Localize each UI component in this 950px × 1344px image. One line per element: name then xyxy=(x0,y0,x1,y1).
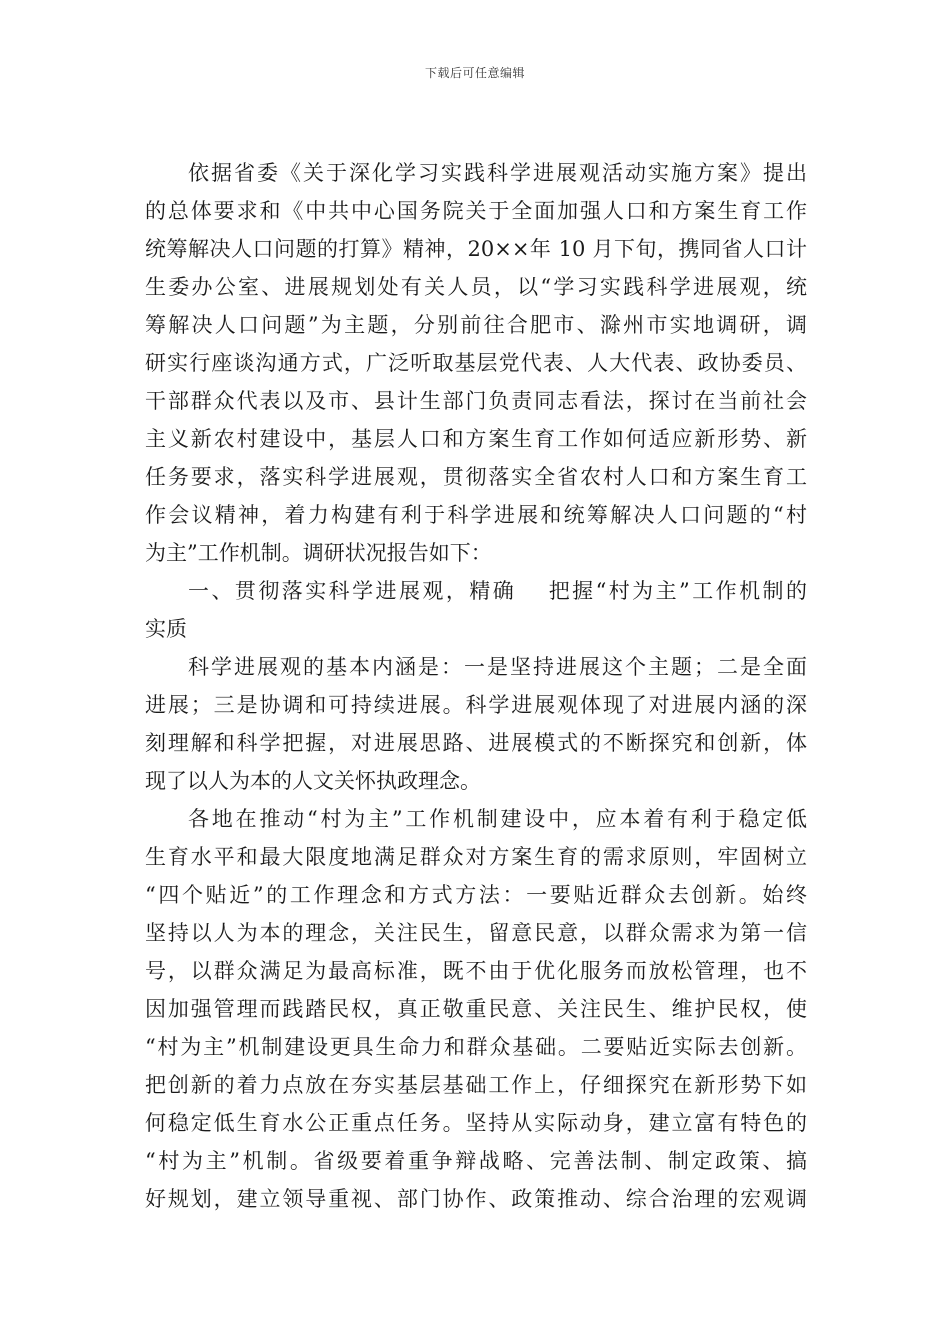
text-line: 好规划，建立领导重视、部门协作、政策推动、综合治理的宏观调 xyxy=(145,1187,807,1211)
text-line: 刻理解和科学把握，对进展思路、进展模式的不断探究和创新，体 xyxy=(145,731,807,755)
text-line: 任务要求，落实科学进展观，贯彻落实全省农村人口和方案生育工 xyxy=(145,465,807,489)
text-line: 号，以群众满足为最高标准，既不由于优化服务而放松管理，也不 xyxy=(145,959,807,983)
text-line: 各地在推动“村为主”工作机制建设中，应本着有利于稳定低 xyxy=(188,807,807,831)
text-line: 统筹解决人口问题的打算》精神，20××年 10 月下旬，携同省人口计 xyxy=(145,237,807,261)
text-line: 干部群众代表以及市、县计生部门负责同志看法，探讨在当前社会 xyxy=(145,389,807,413)
text-line: 实质 xyxy=(145,617,187,641)
document-body xyxy=(145,154,807,1218)
text-line: 把创新的着力点放在夯实基层基础工作上，仔细探究在新形势下如 xyxy=(145,1073,807,1097)
text-line: 生委办公室、进展规划处有关人员，以“学习实践科学进展观，统 xyxy=(145,275,807,299)
text-line: 坚持以人为本的理念，关注民生，留意民意，以群众需求为第一信 xyxy=(145,921,807,945)
text-line: 研实行座谈沟通方式，广泛听取基层党代表、人大代表、政协委员、 xyxy=(145,351,807,375)
text-line: 为主”工作机制。调研状况报告如下： xyxy=(145,541,492,565)
text-line: 作会议精神，着力构建有利于科学进展和统筹解决人口问题的“村 xyxy=(145,503,807,527)
text-line: “四个贴近”的工作理念和方式方法：一要贴近群众去创新。始终 xyxy=(145,883,807,907)
text-line: 生育水平和最大限度地满足群众对方案生育的需求原则，牢固树立 xyxy=(145,845,807,869)
text-line: 筹解决人口问题”为主题，分别前往合肥市、滁州市实地调研，调 xyxy=(145,313,807,337)
text-line: 主义新农村建设中，基层人口和方案生育工作如何适应新形势、新 xyxy=(145,427,807,451)
text-line: 因加强管理而践踏民权，真正敬重民意、关注民生、维护民权，使 xyxy=(145,997,807,1021)
text-line: 进展；三是协调和可持续进展。科学进展观体现了对进展内涵的深 xyxy=(145,693,807,717)
text-line: 何稳定低生育水公正重点任务。坚持从实际动身，建立富有特色的 xyxy=(145,1111,807,1135)
text-line: 的总体要求和《中共中心国务院关于全面加强人口和方案生育工作 xyxy=(145,199,807,223)
page-header: 下载后可任意编辑 xyxy=(424,66,525,80)
text-line: 现了以人为本的人文关怀执政理念。 xyxy=(145,769,481,793)
text-line: 依据省委《关于深化学习实践科学进展观活动实施方案》提出 xyxy=(188,161,807,185)
text-line: “村为主”机制建设更具生命力和群众基础。二要贴近实际去创新。 xyxy=(145,1035,807,1059)
text-line: 科学进展观的基本内涵是：一是坚持进展这个主题；二是全面 xyxy=(188,655,807,679)
text-line: “村为主”机制。省级要着重争辩战略、完善法制、制定政策、搞 xyxy=(145,1149,807,1173)
text-line: 一、贯彻落实科学进展观，精确 把握“村为主”工作机制的 xyxy=(188,579,807,603)
